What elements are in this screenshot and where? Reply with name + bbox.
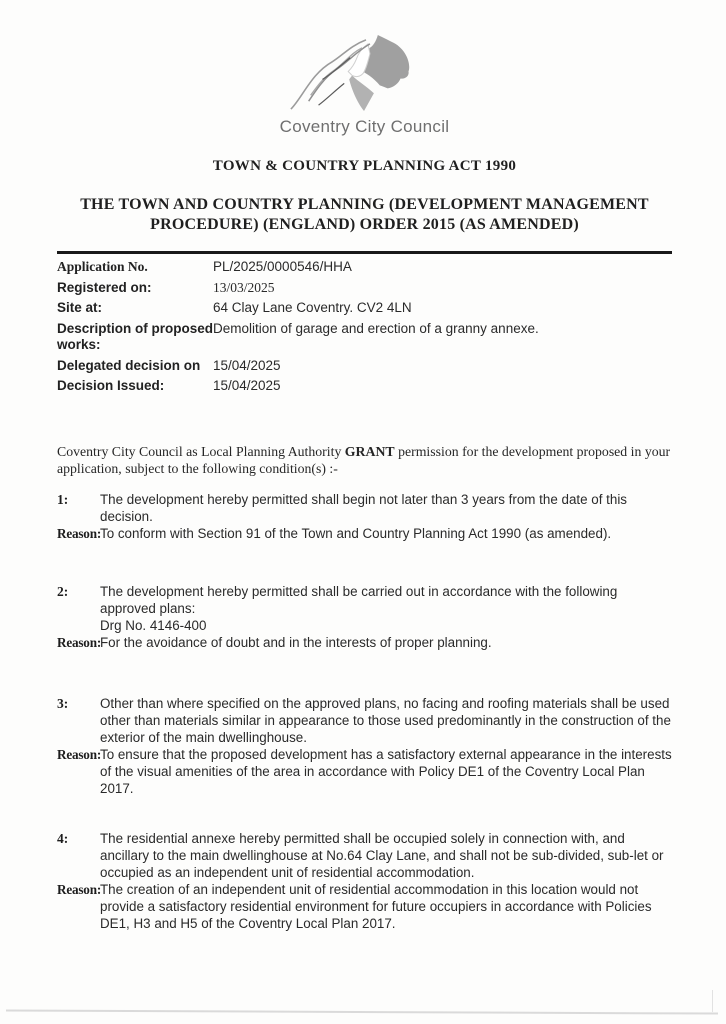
- condition-item-2: [57, 583, 672, 651]
- condition-item-3: [57, 695, 672, 797]
- detail-row-site-at: [57, 298, 672, 319]
- condition-number: 3:: [57, 695, 69, 711]
- reason-text: To ensure that the proposed development has a satisfactory external appearance in the interests of the visual amenities of the area in accordance with Policy DE1 of the Coventry Local Plan 2017.: [100, 746, 672, 796]
- detail-value: Demolition of garage and erection of a granny annexe.: [213, 320, 539, 336]
- detail-label: Decision Issued:: [57, 378, 165, 393]
- condition-item-1: [57, 491, 672, 542]
- detail-row-application-no: [57, 257, 672, 278]
- reason-label: Reason:: [57, 634, 102, 650]
- condition-text: Other than where specified on the approved plans, no facing and roofing materials shall be used other than materials similar in appearance to those used predominantly in the construction of the exterior of the main dwellinghouse.: [100, 695, 671, 745]
- reason-text: To conform with Section 91 of the Town and Country Planning Act 1990 (as amended).: [100, 525, 612, 541]
- condition-number: 1:: [57, 491, 69, 507]
- detail-value: 13/03/2025: [213, 279, 275, 295]
- detail-label: Registered on:: [57, 279, 152, 295]
- condition-item-4: [57, 830, 672, 932]
- detail-row-decision-issued: [57, 376, 672, 397]
- decision-statement-before: Coventry City Council as Local Planning Authority: [57, 443, 345, 459]
- detail-label: Application No.: [57, 259, 148, 274]
- reason-label: Reason:: [57, 525, 102, 541]
- detail-label: Delegated decision on: [57, 357, 201, 373]
- detail-row-registered-on: [57, 278, 672, 299]
- condition-text: The development hereby permitted shall be carried out in accordance with the following approved plans:: [100, 583, 618, 616]
- godiva-horse-logo-icon: [279, 32, 451, 116]
- condition-text: The residential annexe hereby permitted shall be occupied solely in connection with, and ancillary to the main dwellinghouse at No.64 Clay Lane, and shall not be sub-divided, sub-let or occupied as an independent unit of residential accommodation.: [100, 830, 664, 880]
- detail-row-description: [57, 319, 672, 356]
- reason-text: The creation of an independent unit of residential accommodation in this location would not provide a satisfactory residential environment for future occupiers in accordance with Policies DE1, H3 and H5 of the Coventry Local Plan 2017.: [100, 881, 652, 931]
- detail-label: Site at:: [57, 300, 103, 315]
- scan-right-edge-line: [712, 990, 713, 1012]
- decision-statement: [57, 443, 672, 478]
- application-details-table: [57, 257, 672, 397]
- detail-value: 15/04/2025: [213, 357, 281, 373]
- grant-emphasis: GRANT: [344, 443, 395, 459]
- detail-value: PL/2025/0000546/HHA: [213, 259, 352, 274]
- reason-label: Reason:: [57, 881, 102, 897]
- council-logo-wordmark: Coventry City Council: [279, 117, 450, 136]
- decision-statement-after: permission for the development proposed in your application, subject to the following condition(s) :-: [57, 443, 671, 476]
- detail-value: 64 Clay Lane Coventry. CV2 4LN: [213, 300, 412, 315]
- header-divider: [57, 251, 672, 254]
- detail-row-delegated-decision: [57, 356, 672, 377]
- order-title: THE TOWN AND COUNTRY PLANNING (DEVELOPMENT MANAGEMENT PROCEDURE) (ENGLAND) ORDER 2015 (AS AMENDED): [80, 196, 649, 233]
- detail-value: 15/04/2025: [213, 378, 281, 393]
- act-title: TOWN & COUNTRY PLANNING ACT 1990: [212, 158, 517, 174]
- condition-plan-line: Drg No. 4146-400: [100, 617, 207, 633]
- council-logo: [57, 32, 672, 137]
- reason-text: For the avoidance of doubt and in the interests of proper planning.: [100, 634, 492, 650]
- reason-label: Reason:: [57, 746, 102, 762]
- condition-number: 4:: [57, 830, 69, 846]
- scan-bottom-edge-line: [6, 1009, 718, 1014]
- condition-text: The development hereby permitted shall begin not later than 3 years from the date of this decision.: [100, 491, 628, 524]
- detail-label: Description of proposed works:: [57, 320, 214, 352]
- condition-number: 2:: [57, 583, 69, 599]
